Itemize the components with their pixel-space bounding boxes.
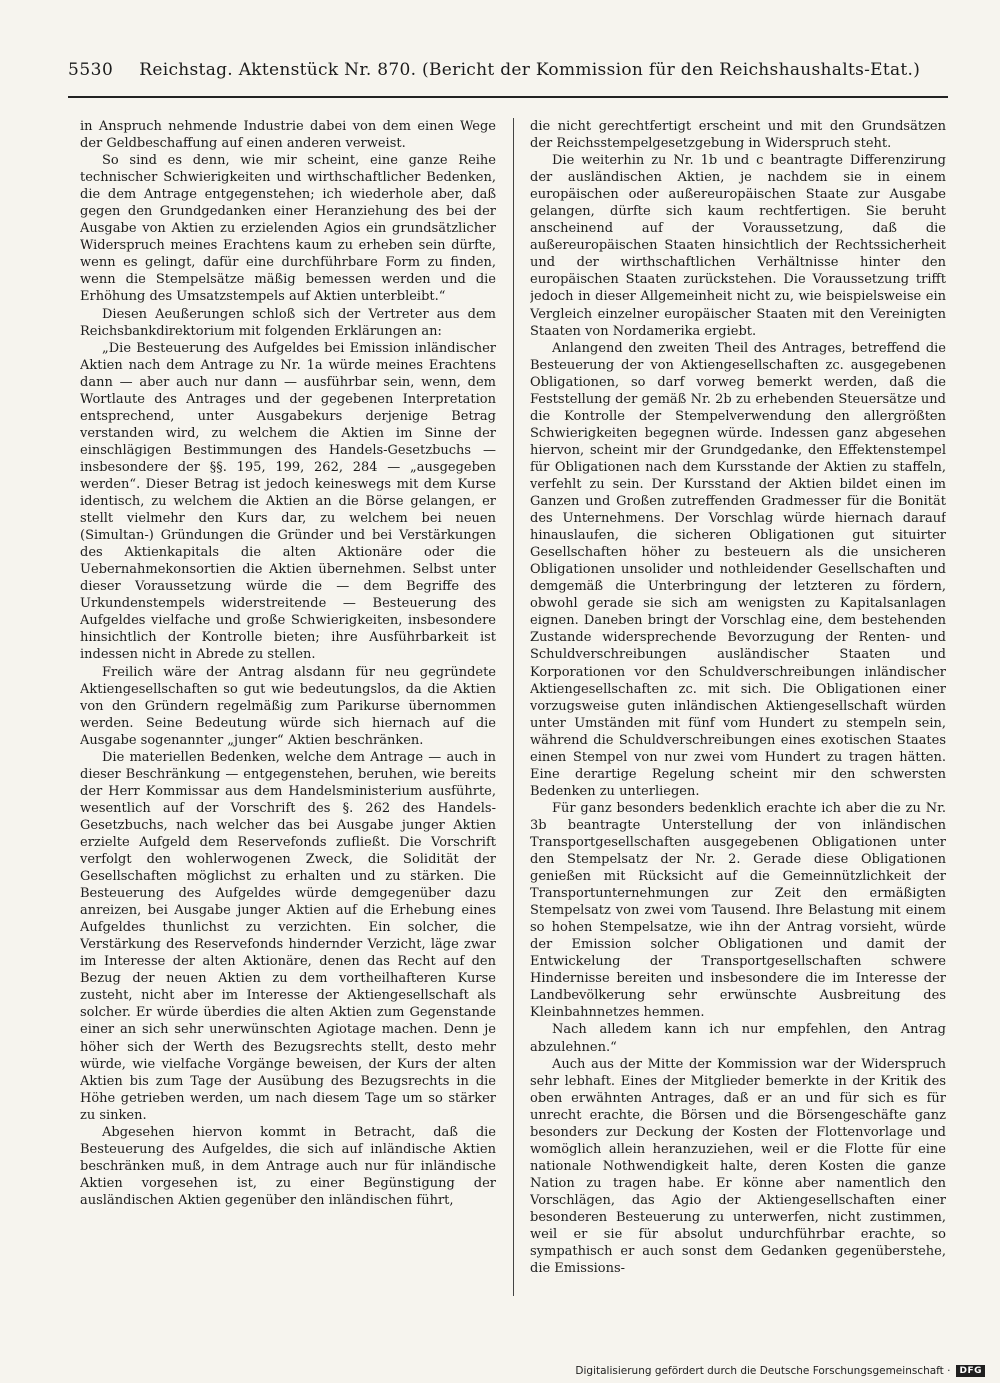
paragraph: Nach alledem kann ich nur empfehlen, den Antrag abzulehnen.“ — [530, 1022, 946, 1055]
digitization-credit — [575, 1364, 985, 1378]
paragraph: in Anspruch nehmende Industrie dabei von dem einen Wege der Geldbeschaffung auf einen anderen verweist. — [80, 119, 496, 152]
page-header — [68, 60, 948, 90]
page-number: 5530 — [68, 60, 114, 80]
paragraph: die nicht gerechtfertigt erscheint und mit den Grundsätzen der Reichsstempelgesetzgebung in Widerspruch steht. — [530, 119, 946, 152]
paragraph: Die weiterhin zu Nr. 1b und c beantragte Differenzirung der ausländischen Aktien, je nachdem sie in einem europäischen oder außereuropäischen Staate zur Ausgabe gelangen, dürfte sich kaum rechtfertigen. Sie beruht anscheinend auf der Voraussetzung, daß die außereuropäischen Staaten hinsichtlich der Rechtssicherheit und der wirthschaftlichen Verhältnisse hinter den europäischen Staaten zurückstehen. Die Voraussetzung trifft jedoch in dieser Allgemeinheit nicht zu, wie beispielsweise ein Vergleich einzelner europäischer Staaten mit den Vereinigten Staaten von Nordamerika ergiebt. — [530, 153, 946, 339]
column-divider — [513, 118, 514, 1296]
paragraph: Für ganz besonders bedenklich erachte ich aber die zu Nr. 3b beantragte Unterstellung der von inländischen Transportgesellschaften ausgegebenen Obligationen unter den Stempelsatz der Nr. 2. Gerade diese Obligationen genießen mit Rücksicht auf die Gemeinnützlichkeit der Transportunternehmungen zur Zeit den ermäßigten Stempelsatz von zwei vom Tausend. Ihre Belastung mit einem so hohen Stempelsatze, wie ihn der Antrag vorsieht, würde der Emission solcher Obligationen und damit der Entwickelung der Transportgesellschaften schwere Hindernisse bereiten und insbesondere die im Interesse der Landbevölkerung sehr erwünschte Ausbreitung des Kleinbahnnetzes hemmen. — [530, 800, 946, 1021]
dfg-logo: DFG — [956, 1365, 985, 1377]
paragraph: Diesen Aeußerungen schloß sich der Vertreter aus dem Reichsbankdirektorium mit folgenden Erklärungen an: — [80, 306, 496, 339]
paragraph: Freilich wäre der Antrag alsdann für neu gegründete Aktiengesellschaften so gut wie bedeutungslos, da die Aktien von den Gründern regelmäßig zum Parikurse übernommen werden. Seine Bedeutung würde sich hiernach auf die Ausgabe sogenannter „junger“ Aktien beschränken. — [80, 664, 496, 748]
running-head: Reichstag. Aktenstück Nr. 870. (Bericht der Kommission für den Reichshaushalts-Etat.) — [139, 60, 921, 80]
left-column — [80, 118, 496, 1296]
right-column — [530, 118, 946, 1296]
paragraph: Abgesehen hiervon kommt in Betracht, daß die Besteuerung des Aufgeldes, die sich auf inländische Aktien beschränken muß, in dem Antrage auch nur für inländische Aktien vorgesehen ist, zu einer Begünstigung der ausländischen Aktien gegenüber den inländischen führt, — [80, 1124, 496, 1208]
paragraph: So sind es denn, wie mir scheint, eine ganze Reihe technischer Schwierigkeiten und wirthschaftlicher Bedenken, die dem Antrage entgegenstehen; ich wiederhole aber, daß gegen den Grundgedanken einer Heranziehung des bei der Ausgabe von Aktien zu erzielenden Agios ein grundsätzlicher Widerspruch meines Erachtens kaum zu erheben sein dürfte, wenn es gelingt, dafür eine durchführbare Form zu finden, wenn die Stempelsätze mäßig bemessen werden und die Erhöhung des Umsatzstempels auf Aktien unterbleibt.“ — [80, 153, 496, 305]
header-rule — [68, 96, 948, 98]
credit-text: Digitalisierung gefördert durch die Deutsche Forschungsgemeinschaft · — [575, 1365, 951, 1377]
paragraph: „Die Besteuerung des Aufgeldes bei Emission inländischer Aktien nach dem Antrage zu Nr. 1a würde meines Erachtens dann — aber auch nur dann — ausführbar sein, wenn, dem Wortlaute des Antrages und der gegebenen Interpretation entsprechend, unter Ausgabekurs derjenige Betrag verstanden wird, zu welchem die Aktien im Sinne der einschlägigen Bestimmungen des Handels-Gesetzbuchs — insbesondere der §§. 195, 199, 262, 284 — „ausgegeben werden“. Dieser Betrag ist jedoch keineswegs mit dem Kurse identisch, zu welchem die Aktien an die Börse gelangen, er stellt vielmehr den Kurs dar, zu welchem bei neuen (Simultan-) Gründungen die Gründer und bei Verstärkungen des Aktienkapitals die alten Aktionäre oder die Uebernahmekonsortien die Aktien übernehmen. Selbst unter dieser Voraussetzung würde die — dem Begriffe des Urkundenstempels widerstreitende — Besteuerung des Aufgeldes vielfache und große Schwierigkeiten, insbesondere hinsichtlich der Kontrolle bieten; ihre Ausführbarkeit ist indessen nicht in Abrede zu stellen. — [80, 340, 496, 663]
paragraph: Die materiellen Bedenken, welche dem Antrage — auch in dieser Beschränkung — entgegenstehen, beruhen, wie bereits der Herr Kommissar aus dem Handelsministerium ausführte, wesentlich auf der Vorschrift des §. 262 des Handels-Gesetzbuchs, nach welcher das bei Ausgabe junger Aktien erzielte Aufgeld dem Reservefonds zufließt. Die Vorschrift verfolgt den wohlerwogenen Zweck, die Solidität der Gesellschaften möglichst zu erhalten und zu stärken. Die Besteuerung des Aufgeldes würde demgegenüber dazu anreizen, bei Ausgabe junger Aktien auf die Erhebung eines Aufgeldes thunlichst zu verzichten. Ein solcher, die Verstärkung des Reservefonds hindernder Verzicht, läge zwar im Interesse der alten Aktionäre, denen das Recht auf den Bezug der neuen Aktien zu dem vortheilhafteren Kurse zusteht, nicht aber im Interesse der Aktiengesellschaft als solcher. Er würde überdies die alten Aktien zum Gegenstande einer an sich sehr unerwünschten Agiotage machen. Denn je höher sich der Werth des Bezugsrechts stellt, desto mehr würde, wie vielfache Vorgänge beweisen, der Kurs der alten Aktien bis zum Tage der Ausübung des Bezugsrechts in die Höhe getrieben werden, um nach diesem Tage um so stärker zu sinken. — [80, 749, 496, 1123]
paragraph: Anlangend den zweiten Theil des Antrages, betreffend die Besteuerung der von Aktiengesellschaften zc. ausgegebenen Obligationen, so darf vorweg bemerkt werden, daß die Feststellung der gemäß Nr. 2b zu erhebenden Steuersätze und die Kontrolle der Stempelverwendung den allergrößten Schwierigkeiten begegnen würde. Indessen ganz abgesehen hiervon, scheint mir der Grundgedanke, den Effektenstempel für Obligationen nach dem Kursstande der Aktien zu staffeln, verfehlt zu sein. Der Kursstand der Aktien bildet einen im Ganzen und Großen zutreffenden Gradmesser für die Bonität des Unternehmens. Der Vorschlag würde hiernach darauf hinauslaufen, die sicheren Obligationen gut situirter Gesellschaften höher zu besteuern als die unsicheren Obligationen unsolider und nothleidender Gesellschaften und demgemäß die Unterbringung der letzteren zu fördern, obwohl gerade sie sich am wenigsten zu Kapitalsanlagen eignen. Daneben bringt der Vorschlag eine, dem bestehenden Zustande widersprechende Bevorzugung der Renten- und Schuldverschreibungen ausländischer Staaten und Korporationen vor den Schuldverschreibungen inländischer Aktiengesellschaften zc. mit sich. Die Obligationen einer vorzugsweise guten inländischen Aktiengesellschaft würden unter Umständen mit fünf vom Hundert zu stempeln sein, während die Schuldverschreibungen eines exotischen Staates einen Stempel von nur zwei vom Hundert zu tragen hätten. Eine derartige Regelung scheint mir den schwersten Bedenken zu unterliegen. — [530, 340, 946, 799]
paragraph: Auch aus der Mitte der Kommission war der Widerspruch sehr lebhaft. Eines der Mitglieder bemerkte in der Kritik des oben erwähnten Antrages, daß er an und für sich es für unrecht erachte, die Börsen und die Börsengeschäfte ganz besonders zur Deckung der Kosten der Flottenvorlage und womöglich allein heranzuziehen, weil er die Flotte für eine nationale Nothwendigkeit halte, deren Kosten die ganze Nation zu tragen habe. Er könne aber namentlich den Vorschlägen, das Agio der Aktiengesellschaften einer besonderen Besteuerung zu unterwerfen, nicht zustimmen, weil er sie für absolut undurchführbar erachte, so sympathisch er auch sonst dem Gedanken gegenüberstehe, die Emissions- — [530, 1056, 946, 1277]
